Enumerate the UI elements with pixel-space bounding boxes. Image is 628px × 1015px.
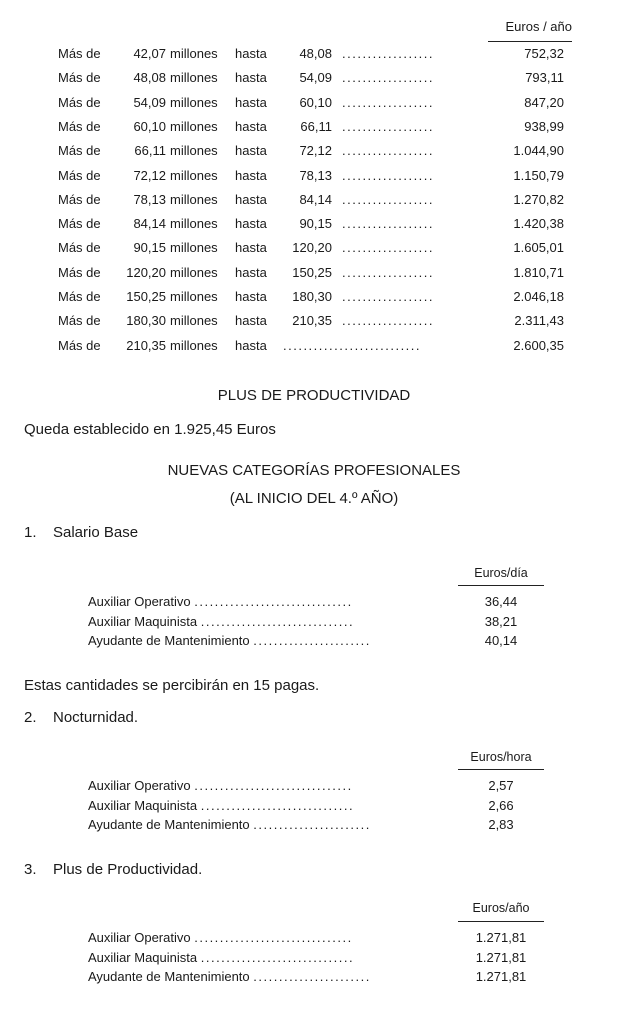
- row-millones: millones: [170, 95, 218, 110]
- row-dot-leader: ..................: [342, 70, 435, 85]
- row-from-value: 60,10: [133, 119, 166, 134]
- row-dot-leader: ...........................: [283, 338, 422, 353]
- top-table-unit-header: Euros / año: [505, 19, 572, 34]
- row-to-value: 150,25: [292, 265, 332, 280]
- category-dot-leader: ..............................: [200, 797, 355, 813]
- row-euros-value: 1.270,82: [513, 192, 564, 207]
- row-dot-leader: ..................: [342, 265, 435, 280]
- category-name: Auxiliar Operativo: [88, 778, 191, 793]
- category-name: Auxiliar Maquinista: [88, 797, 198, 813]
- row-from-value: 48,08: [133, 70, 166, 85]
- row-hasta: hasta: [235, 70, 267, 85]
- row-to-value: 90,15: [299, 216, 332, 231]
- row-millones: millones: [170, 313, 218, 328]
- row-millones: millones: [170, 192, 218, 207]
- row-millones: millones: [170, 240, 218, 255]
- row-euros-value: 938,99: [524, 119, 564, 134]
- section-3-title: Plus de Productividad.: [53, 861, 203, 878]
- row-millones: millones: [170, 265, 218, 280]
- row-mas-de: Más de: [58, 168, 101, 183]
- category-label: [88, 778, 353, 793]
- section-1-title: Salario Base: [53, 524, 139, 541]
- row-from-value: 150,25: [126, 289, 166, 304]
- category-label: [88, 817, 371, 832]
- row-hasta: hasta: [235, 46, 267, 61]
- row-hasta: hasta: [235, 313, 267, 328]
- row-millones: millones: [170, 216, 218, 231]
- category-label: [88, 950, 354, 965]
- row-dot-leader: ..................: [342, 192, 435, 207]
- category-value: 1.271,81: [475, 949, 527, 965]
- row-to-value: 78,13: [299, 168, 332, 183]
- row-from-value: 42,07: [133, 46, 166, 61]
- category-name: Auxiliar Maquinista: [88, 613, 198, 629]
- row-mas-de: Más de: [58, 46, 101, 61]
- category-value: 1.271,81: [475, 969, 527, 984]
- category-dot-leader: ...............................: [194, 594, 353, 609]
- category-label: [88, 633, 371, 648]
- row-from-value: 66,11: [134, 143, 166, 158]
- row-mas-de: Más de: [58, 70, 101, 85]
- row-mas-de: Más de: [58, 216, 101, 231]
- category-value: 36,44: [484, 594, 518, 609]
- section-2-unit: Euros/hora: [470, 750, 532, 764]
- row-millones: millones: [170, 70, 218, 85]
- category-label: [88, 594, 353, 609]
- category-dot-leader: ...............................: [194, 930, 353, 945]
- category-label: [88, 930, 353, 945]
- row-mas-de: Más de: [58, 143, 101, 158]
- row-millones: millones: [170, 46, 218, 61]
- section-3-number: 3.: [24, 861, 37, 878]
- row-to-value: 54,09: [299, 70, 332, 85]
- row-dot-leader: ..................: [342, 240, 435, 255]
- row-millones: millones: [170, 168, 218, 183]
- row-from-value: 210,35: [126, 338, 166, 353]
- plus-title: PLUS DE PRODUCTIVIDAD: [217, 387, 411, 404]
- row-euros-value: 2.600,35: [513, 338, 564, 353]
- category-dot-leader: .......................: [253, 969, 371, 984]
- row-euros-value: 2.311,43: [514, 313, 564, 328]
- row-hasta: hasta: [235, 240, 267, 255]
- category-name: Auxiliar Operativo: [88, 930, 191, 945]
- row-mas-de: Más de: [58, 95, 101, 110]
- row-mas-de: Más de: [58, 240, 101, 255]
- row-dot-leader: ..................: [342, 313, 435, 328]
- row-millones: millones: [170, 289, 218, 304]
- category-dot-leader: .......................: [253, 633, 371, 648]
- new-categories-subtitle: (AL INICIO DEL 4.º AÑO): [229, 490, 399, 507]
- row-millones: millones: [170, 338, 218, 353]
- category-dot-leader: ..............................: [200, 949, 355, 965]
- category-value: 40,14: [484, 633, 518, 648]
- row-dot-leader: ..................: [342, 46, 435, 61]
- row-to-value: 60,10: [299, 95, 332, 110]
- row-euros-value: 1.420,38: [513, 216, 564, 231]
- row-millones: millones: [170, 143, 218, 158]
- category-value: 2,83: [488, 817, 514, 832]
- row-euros-value: 847,20: [524, 95, 564, 110]
- category-label: [88, 614, 354, 629]
- category-value: 1.271,81: [475, 930, 527, 945]
- row-hasta: hasta: [235, 338, 267, 353]
- row-hasta: hasta: [235, 95, 267, 110]
- row-hasta: hasta: [235, 143, 267, 158]
- category-label: [88, 969, 371, 984]
- section-1-number: 1.: [24, 524, 37, 541]
- section-3-unit: Euros/año: [472, 901, 530, 915]
- row-hasta: hasta: [235, 289, 267, 304]
- row-mas-de: Más de: [58, 289, 101, 304]
- row-dot-leader: ..................: [342, 95, 435, 110]
- row-dot-leader: ..................: [342, 216, 435, 231]
- category-name: Auxiliar Operativo: [88, 594, 191, 609]
- plus-text: Queda establecido en 1.925,45 Euros: [24, 421, 276, 438]
- row-millones: millones: [170, 119, 218, 134]
- category-name: Ayudante de Mantenimiento: [88, 969, 250, 984]
- row-dot-leader: ..................: [342, 119, 435, 134]
- row-mas-de: Más de: [58, 119, 101, 134]
- category-value: 2,66: [488, 797, 514, 813]
- row-to-value: 84,14: [299, 192, 332, 207]
- category-dot-leader: .......................: [253, 817, 371, 832]
- category-value: 2,57: [488, 778, 514, 793]
- section-2-rule: [458, 769, 544, 770]
- row-from-value: 90,15: [133, 240, 166, 255]
- row-to-value: 120,20: [292, 240, 332, 255]
- category-name: Ayudante de Mantenimiento: [88, 817, 250, 832]
- row-to-value: 48,08: [299, 46, 332, 61]
- row-hasta: hasta: [235, 265, 267, 280]
- category-value: 38,21: [484, 613, 518, 629]
- new-categories-title: NUEVAS CATEGORÍAS PROFESIONALES: [167, 462, 461, 479]
- row-mas-de: Más de: [58, 313, 101, 328]
- section-2-number: 2.: [24, 709, 37, 726]
- row-hasta: hasta: [235, 192, 267, 207]
- row-hasta: hasta: [235, 119, 267, 134]
- row-hasta: hasta: [235, 168, 267, 183]
- category-dot-leader: ..............................: [200, 613, 355, 629]
- row-dot-leader: ..................: [342, 143, 435, 158]
- row-to-value: 180,30: [292, 289, 332, 304]
- row-dot-leader: ..................: [342, 168, 435, 183]
- row-from-value: 78,13: [133, 192, 166, 207]
- row-euros-value: 1.810,71: [513, 265, 564, 280]
- row-euros-value: 1.150,79: [513, 168, 564, 183]
- section-2-title: Nocturnidad.: [53, 709, 139, 726]
- row-euros-value: 752,32: [524, 46, 564, 61]
- row-euros-value: 1.044,90: [513, 143, 564, 158]
- row-mas-de: Más de: [58, 338, 101, 353]
- row-mas-de: Más de: [58, 192, 101, 207]
- category-label: [88, 798, 354, 813]
- row-from-value: 72,12: [133, 168, 166, 183]
- row-mas-de: Más de: [58, 265, 101, 280]
- section-3-rule: [458, 921, 544, 922]
- row-to-value: 72,12: [299, 143, 332, 158]
- row-from-value: 120,20: [126, 265, 166, 280]
- section-1-note: Estas cantidades se percibirán en 15 pagas.: [24, 677, 320, 694]
- row-euros-value: 793,11: [525, 70, 564, 85]
- row-dot-leader: ..................: [342, 289, 435, 304]
- section-1-unit: Euros/día: [474, 566, 528, 580]
- section-1-rule: [458, 585, 544, 586]
- row-from-value: 180,30: [126, 313, 166, 328]
- category-dot-leader: ...............................: [194, 778, 353, 793]
- category-name: Ayudante de Mantenimiento: [88, 633, 250, 648]
- top-table-header-rule: [488, 41, 572, 42]
- row-hasta: hasta: [235, 216, 267, 231]
- row-euros-value: 1.605,01: [513, 240, 564, 255]
- category-name: Auxiliar Maquinista: [88, 949, 198, 965]
- row-from-value: 84,14: [133, 216, 166, 231]
- row-euros-value: 2.046,18: [513, 289, 564, 304]
- row-to-value: 210,35: [292, 313, 332, 328]
- row-to-value: 66,11: [300, 119, 332, 134]
- row-from-value: 54,09: [133, 95, 166, 110]
